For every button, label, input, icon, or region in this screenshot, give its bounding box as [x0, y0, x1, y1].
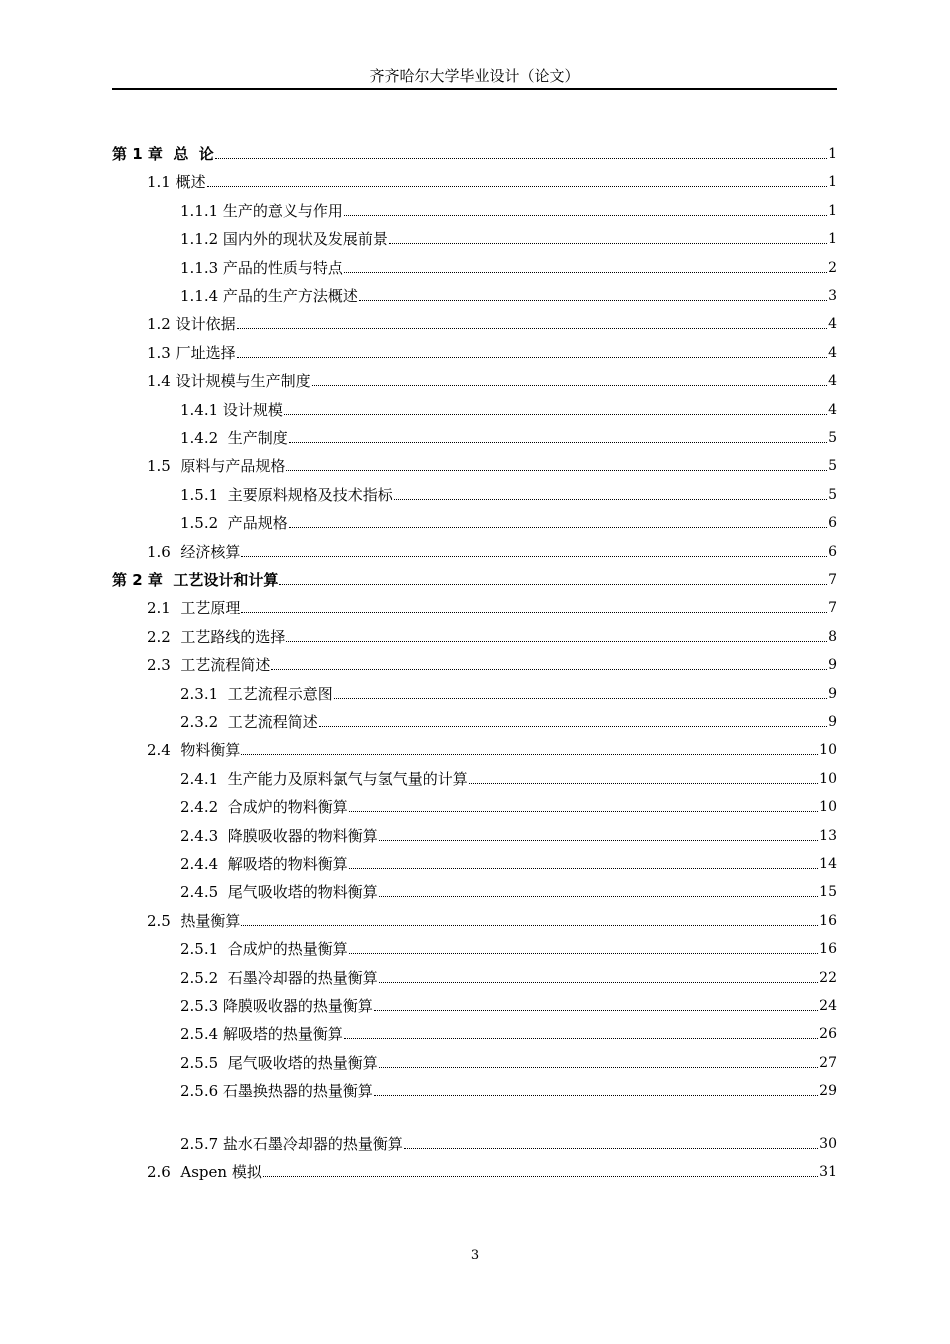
toc-entry-page: 22	[819, 970, 837, 986]
toc-entry-page: 16	[819, 941, 837, 957]
toc-entry[interactable]	[180, 221, 837, 249]
toc-entry-title: 2.2 工艺路线的选择	[147, 628, 286, 646]
toc-entry-page: 29	[819, 1083, 837, 1099]
toc-entry[interactable]	[180, 278, 837, 306]
toc-entry-title: 2.4.3 降膜吸收器的物料衡算	[180, 827, 378, 845]
toc-dot-leader	[207, 186, 827, 187]
toc-dot-leader	[241, 754, 818, 755]
toc-dot-leader	[374, 1010, 818, 1011]
toc-entry-title: 1.6 经济核算	[147, 543, 241, 561]
toc-entry[interactable]	[147, 590, 837, 618]
toc-entry-page: 6	[828, 544, 837, 560]
toc-entry-title: 第 1 章 总 论	[112, 145, 214, 163]
toc-entry[interactable]	[180, 420, 837, 448]
toc-entry[interactable]	[147, 534, 837, 562]
toc-entry-page: 14	[819, 856, 837, 872]
toc-dot-leader	[241, 925, 818, 926]
toc-dot-leader	[279, 584, 827, 585]
toc-entry-page: 30	[819, 1136, 837, 1152]
toc-entry-page: 13	[819, 828, 837, 844]
toc-dot-leader	[289, 527, 827, 528]
toc-entry-title: 2.4 物料衡算	[147, 741, 241, 759]
toc-entry-page: 24	[819, 998, 837, 1014]
toc-dot-leader	[237, 357, 827, 358]
toc-entry-title: 2.5.3 降膜吸收器的热量衡算	[180, 997, 373, 1015]
toc-entry[interactable]	[147, 619, 837, 647]
toc-entry-page: 2	[828, 260, 837, 276]
toc-entry-page: 10	[819, 771, 837, 787]
toc-entry-title: 2.4.2 合成炉的物料衡算	[180, 798, 348, 816]
toc-entry-title: 1.5.2 产品规格	[180, 514, 288, 532]
toc-entry-title: 1.1.4 产品的生产方法概述	[180, 287, 358, 305]
toc-dot-leader	[344, 1038, 818, 1039]
toc-entry-title: 2.5.7 盐水石墨冷却器的热量衡算	[180, 1135, 403, 1153]
toc-entry[interactable]	[180, 761, 837, 789]
toc-dot-leader	[289, 442, 827, 443]
toc-entry[interactable]	[112, 562, 837, 590]
toc-entry-page: 4	[828, 345, 837, 361]
toc-dot-leader	[215, 158, 827, 159]
toc-entry[interactable]	[180, 676, 837, 704]
toc-dot-leader	[469, 783, 818, 784]
toc-dot-leader	[284, 414, 827, 415]
toc-entry[interactable]	[180, 392, 837, 420]
toc-dot-leader	[379, 840, 818, 841]
toc-entry[interactable]	[147, 306, 837, 334]
toc-entry[interactable]	[180, 818, 837, 846]
toc-entry-title: 2.3.1 工艺流程示意图	[180, 685, 333, 703]
toc-entry-title: 1.1.3 产品的性质与特点	[180, 259, 343, 277]
toc-entry-page: 4	[828, 373, 837, 389]
toc-entry-page: 10	[819, 742, 837, 758]
toc-dot-leader	[394, 499, 827, 500]
toc-entry-page: 9	[828, 657, 837, 673]
toc-entry-page: 1	[828, 231, 837, 247]
toc-entry[interactable]	[147, 363, 837, 391]
toc-entry-title: 1.1.2 国内外的现状及发展前景	[180, 230, 388, 248]
toc-entry[interactable]	[180, 1073, 837, 1101]
toc-dot-leader	[344, 215, 827, 216]
toc-dot-leader	[312, 385, 827, 386]
toc-entry-page: 27	[819, 1055, 837, 1071]
toc-entry[interactable]	[147, 647, 837, 675]
toc-entry-page: 4	[828, 316, 837, 332]
toc-entry-page: 7	[828, 600, 837, 616]
toc-dot-leader	[286, 470, 827, 471]
toc-entry-title: 2.6 Aspen 模拟	[147, 1163, 262, 1181]
toc-entry-page: 4	[828, 402, 837, 418]
toc-entry[interactable]	[180, 1045, 837, 1073]
toc-entry-title: 2.5.4 解吸塔的热量衡算	[180, 1025, 343, 1043]
toc-entry-title: 2.5.2 石墨冷却器的热量衡算	[180, 969, 378, 987]
toc-entry-title: 1.5.1 主要原料规格及技术指标	[180, 486, 393, 504]
toc-entry-title: 1.2 设计依据	[147, 315, 236, 333]
toc-entry-page: 3	[828, 288, 837, 304]
toc-entry[interactable]	[180, 505, 837, 533]
toc-entry[interactable]	[180, 874, 837, 902]
toc-entry-title: 2.4.4 解吸塔的物料衡算	[180, 855, 348, 873]
toc-entry-page: 1	[828, 146, 837, 162]
toc-entry-page: 15	[819, 884, 837, 900]
toc-entry-title: 1.4.1 设计规模	[180, 401, 283, 419]
toc-entry-page: 16	[819, 913, 837, 929]
toc-entry-title: 1.1.1 生产的意义与作用	[180, 202, 343, 220]
toc-entry-title: 2.5.6 石墨换热器的热量衡算	[180, 1082, 373, 1100]
toc-dot-leader	[263, 1176, 818, 1177]
toc-entry-title: 2.5.1 合成炉的热量衡算	[180, 940, 348, 958]
toc-entry-title: 1.4 设计规模与生产制度	[147, 372, 311, 390]
toc-entry-title: 2.5.5 尾气吸收塔的热量衡算	[180, 1054, 378, 1072]
toc-entry[interactable]	[147, 903, 837, 931]
toc-entry-title: 1.4.2 生产制度	[180, 429, 288, 447]
toc-entry-title: 2.4.1 生产能力及原料氯气与氢气量的计算	[180, 770, 468, 788]
toc-entry-page: 5	[828, 487, 837, 503]
toc-entry[interactable]	[180, 931, 837, 959]
toc-entry-title: 2.4.5 尾气吸收塔的物料衡算	[180, 883, 378, 901]
toc-entry[interactable]	[147, 164, 837, 192]
toc-entry[interactable]	[180, 988, 837, 1016]
toc-entry[interactable]	[147, 1154, 837, 1182]
toc-entry-page: 10	[819, 799, 837, 815]
toc-entry[interactable]	[112, 136, 837, 164]
toc-entry-title: 1.5 原料与产品规格	[147, 457, 286, 475]
toc-dot-leader	[349, 811, 818, 812]
toc-entry-page: 7	[828, 572, 837, 588]
toc-entry[interactable]	[180, 846, 837, 874]
toc-entry[interactable]	[180, 960, 837, 988]
toc-dot-leader	[319, 726, 827, 727]
toc-dot-leader	[379, 1067, 818, 1068]
toc-dot-leader	[241, 612, 827, 613]
toc-entry-page: 31	[819, 1164, 837, 1180]
toc-entry[interactable]	[180, 704, 837, 732]
toc-entry[interactable]	[180, 1016, 837, 1044]
toc-entry-title: 2.1 工艺原理	[147, 599, 241, 617]
toc-entry-title: 1.3 厂址选择	[147, 344, 236, 362]
toc-entry-page: 5	[828, 430, 837, 446]
toc-entry[interactable]	[180, 789, 837, 817]
toc-dot-leader	[389, 243, 827, 244]
toc-entry-page: 8	[828, 629, 837, 645]
toc-dot-leader	[359, 300, 827, 301]
toc-entry[interactable]	[180, 477, 837, 505]
toc-entry-page: 6	[828, 515, 837, 531]
toc-entry-title: 2.3.2 工艺流程简述	[180, 713, 318, 731]
toc-entry[interactable]	[147, 335, 837, 363]
toc-entry[interactable]	[180, 193, 837, 221]
toc-entry[interactable]	[147, 732, 837, 760]
toc-entry-title: 第 2 章 工艺设计和计算	[112, 571, 279, 589]
toc-entry-title: 2.3 工艺流程简述	[147, 656, 271, 674]
toc-dot-leader	[271, 669, 827, 670]
toc-entry-page: 1	[828, 174, 837, 190]
toc-dot-leader	[286, 641, 827, 642]
page-number: 3	[470, 1248, 480, 1263]
toc-entry-title: 1.1 概述	[147, 173, 206, 191]
toc-entry-page: 26	[819, 1026, 837, 1042]
toc-dot-leader	[237, 328, 827, 329]
toc-entry[interactable]	[147, 448, 837, 476]
toc-entry[interactable]	[180, 250, 837, 278]
toc-dot-leader	[374, 1095, 818, 1096]
toc-entry-page: 5	[828, 458, 837, 474]
toc-dot-leader	[241, 556, 827, 557]
toc-entry-page: 9	[828, 714, 837, 730]
toc-entry-title: 2.5 热量衡算	[147, 912, 241, 930]
toc-entry-page: 9	[828, 686, 837, 702]
toc-dot-leader	[349, 868, 818, 869]
toc-dot-leader	[344, 272, 827, 273]
page-header-title: 齐齐哈尔大学毕业设计（论文）	[369, 67, 580, 85]
toc-dot-leader	[349, 953, 818, 954]
header-rule	[112, 88, 837, 90]
toc-dot-leader	[404, 1148, 818, 1149]
toc-dot-leader	[379, 896, 818, 897]
toc-dot-leader	[334, 698, 827, 699]
toc-entry[interactable]	[180, 1126, 837, 1154]
toc-dot-leader	[379, 982, 818, 983]
toc-entry-page: 1	[828, 203, 837, 219]
